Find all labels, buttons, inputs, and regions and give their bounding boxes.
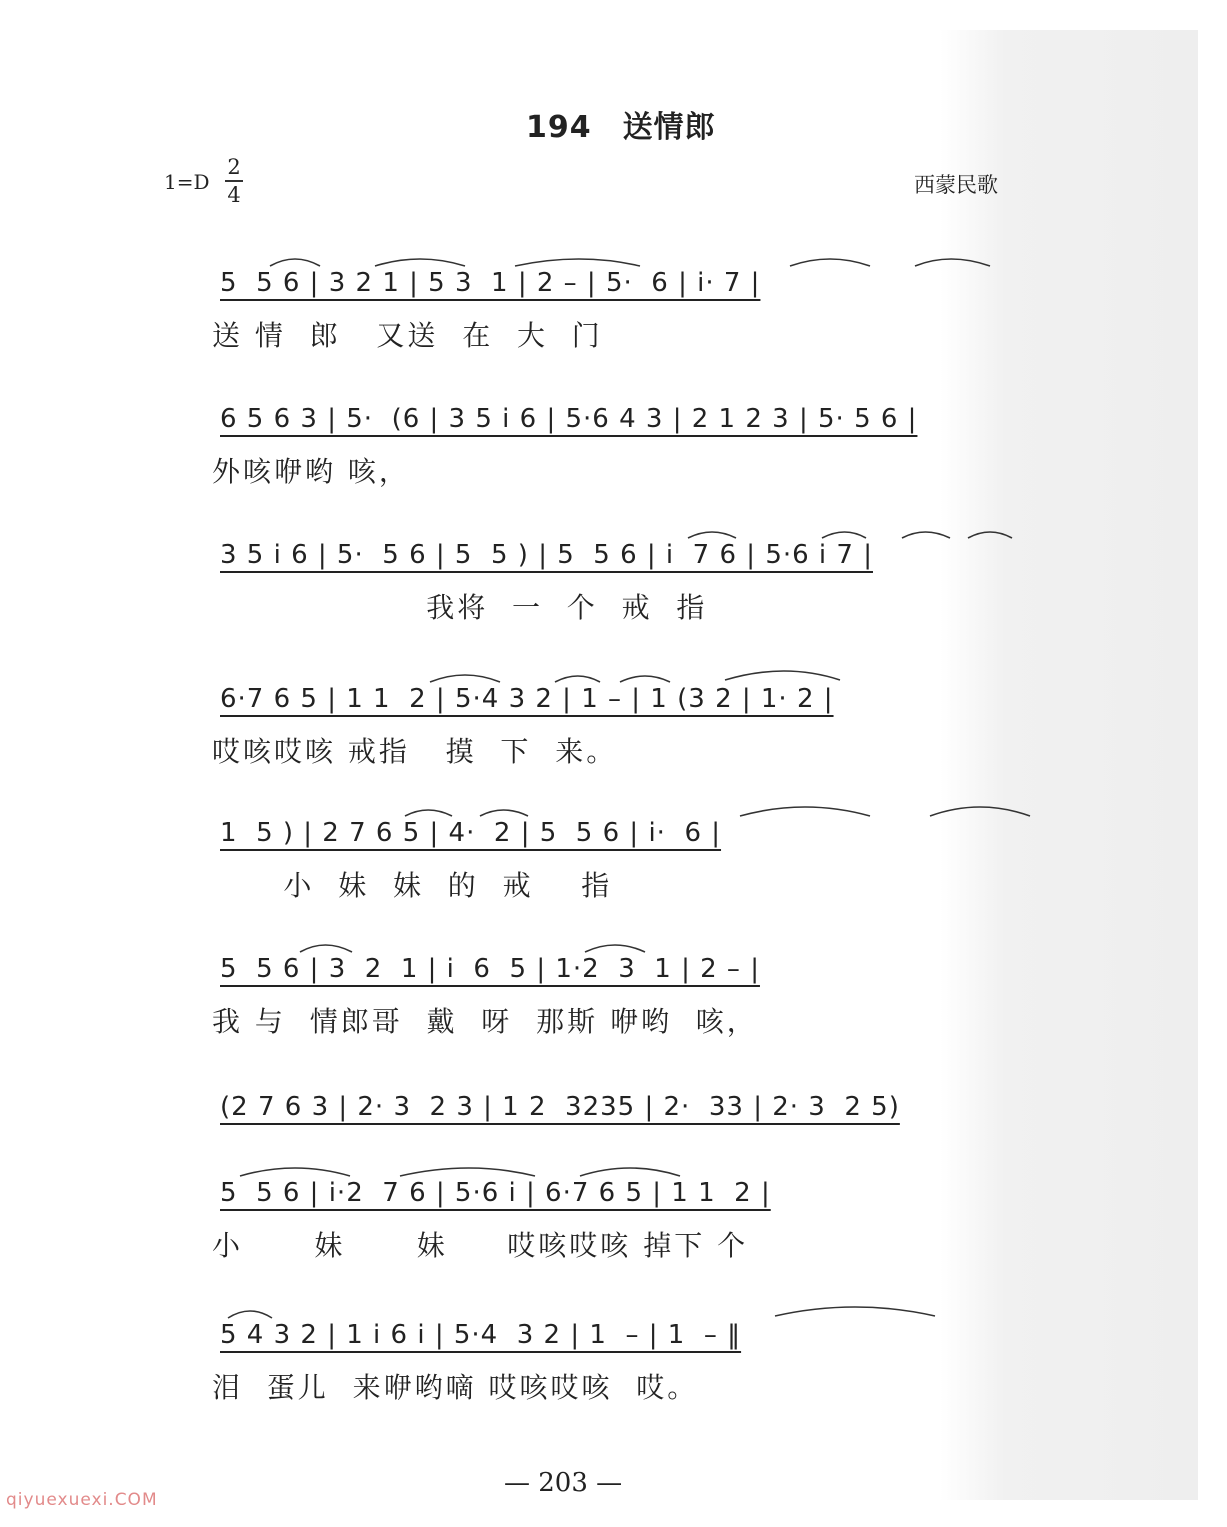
time-signature-bottom: 4 xyxy=(227,183,241,207)
score-line xyxy=(0,1092,1227,1172)
slur-marks xyxy=(0,954,1227,994)
slur-marks xyxy=(0,684,1227,724)
notation-line: 6 5 6 3 | 5· (6 | 3 5 i 6 | 5·6 4 3 | 2 1 2 3 | 5· 5 6 | xyxy=(220,404,918,434)
lyrics-line: 我将 一 个 戒 指 xyxy=(212,591,708,624)
page-shadow xyxy=(940,30,1198,1500)
notation-line: 6·7 6 5 | 1 1 2 | 5·4 3 2 | 1 – | 1 (3 2 | 1· 2 | xyxy=(220,684,834,714)
time-signature xyxy=(224,154,244,208)
notation-line: 5 5 6 | 3 2 1 | i 6 5 | 1·2 3 1 | 2 – | xyxy=(220,954,760,984)
lyrics-line: 小 妹 妹 的 戒 指 xyxy=(212,869,613,902)
score-line xyxy=(0,1178,1227,1262)
song-title: 194 送情郎 xyxy=(526,110,716,145)
slur-marks xyxy=(0,268,1227,308)
lyrics-line: 哎咳哎咳 戒指 摸 下 来。 xyxy=(212,735,618,768)
notation-line: 3 5 i 6 | 5· 5 6 | 5 5 ) | 5 5 6 | i 7 6 | 5·6 i 7 | xyxy=(220,540,873,570)
score-line xyxy=(0,268,1227,352)
slur-marks xyxy=(0,1178,1227,1218)
slur-marks xyxy=(0,540,1227,580)
key-signature: 1=D xyxy=(164,170,210,194)
score-line xyxy=(0,818,1227,902)
score-line xyxy=(0,404,1227,488)
lyrics-line: 我 与 情郎哥 戴 呀 那斯 咿哟 咳， xyxy=(212,1005,758,1038)
notation-line: (2 7 6 3 | 2· 3 2 3 | 1 2 3235 | 2· 33 | 2· 3 2 5) xyxy=(220,1092,900,1122)
score-line xyxy=(0,1320,1227,1404)
slur-marks xyxy=(0,1320,1227,1360)
score-line xyxy=(0,684,1227,768)
watermark: qiyuexuexi.COM xyxy=(6,1490,158,1510)
score-line xyxy=(0,954,1227,1038)
notation-line: 1 5 ) | 2 7 6 5 | 4· 2 | 5 5 6 | i· 6 | xyxy=(220,818,722,848)
lyrics-line: 小 妹 妹 哎咳哎咳 掉下 个 xyxy=(212,1229,749,1262)
time-signature-top: 2 xyxy=(227,155,241,179)
lyrics-line: 泪 蛋儿 来咿哟嘀 哎咳哎咳 哎。 xyxy=(212,1371,699,1404)
page-number: — 203 — xyxy=(504,1468,623,1498)
notation-line: 5 5 6 | i·2 7 6 | 5·6 i | 6·7 6 5 | 1 1 2 | xyxy=(220,1178,771,1208)
song-source: 西蒙民歌 xyxy=(914,173,998,197)
score-line xyxy=(0,540,1227,624)
slur-marks xyxy=(0,818,1227,858)
notation-line: 5 4 3 2 | 1 i 6 i | 5·4 3 2 | 1 – | 1 – ‖ xyxy=(220,1320,742,1350)
lyrics-line: 外咳咿哟 咳， xyxy=(212,455,410,488)
lyrics-line: 送 情 郎 又送 在 大 门 xyxy=(212,319,603,352)
notation-line: 5 5 6 | 3 2 1 | 5 3 1 | 2 – | 5· 6 | i· 7 | xyxy=(220,268,761,298)
